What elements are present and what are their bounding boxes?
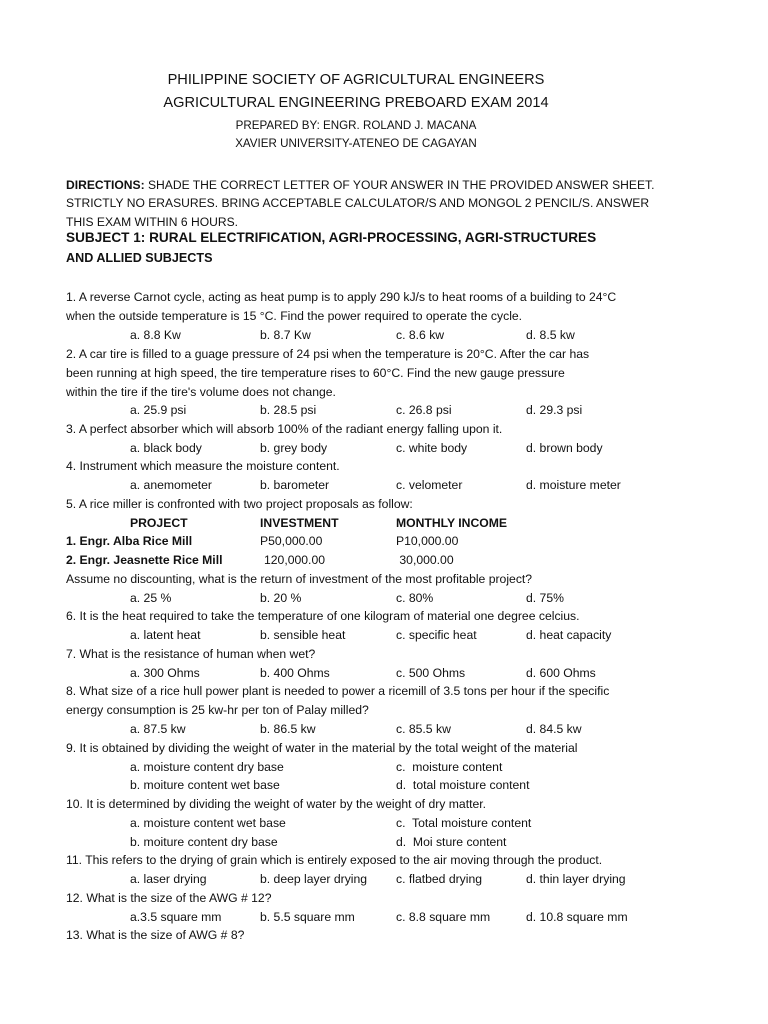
question-2-choice-a: a. 25.9 psi — [130, 403, 187, 417]
prepared-by: PREPARED BY: ENGR. ROLAND J. MACANA — [235, 119, 477, 132]
table-header-investment: INVESTMENT — [260, 516, 339, 530]
question-1-text-cont: when the outside temperature is 15 °C. Find the power required to operate the cycle. — [66, 309, 523, 323]
question-7-choice-b: b. 400 Ohms — [260, 666, 330, 680]
question-1-choice-b: b. 8.7 Kw — [260, 328, 311, 342]
question-6-choice-c: c. specific heat — [396, 628, 477, 642]
question-2-text-cont: been running at high speed, the tire temperature rises to 60°C. Find the new gauge pressure — [66, 366, 565, 380]
organization-title: PHILIPPINE SOCIETY OF AGRICULTURAL ENGINEERS — [167, 72, 545, 88]
question-12-choice-a: a.3.5 square mm — [130, 910, 222, 924]
question-9-choice-c: c. moisture content — [396, 760, 503, 774]
subject-heading-continued: AND ALLIED SUBJECTS — [66, 251, 213, 265]
question-10-choice-d: d. Moi sture content — [396, 835, 507, 849]
question-8-choice-d: d. 84.5 kw — [526, 722, 582, 736]
table-row-1-investment: P50,000.00 — [260, 534, 323, 548]
question-7-choice-c: c. 500 Ohms — [396, 666, 466, 680]
question-13-text: 13. What is the size of AWG # 8? — [66, 928, 245, 942]
question-5-choice-a: a. 25 % — [130, 591, 172, 605]
question-10-choice-c: c. Total moisture content — [396, 816, 532, 830]
table-row-2-investment: 120,000.00 — [264, 553, 325, 567]
question-11-choice-c: c. flatbed drying — [396, 872, 483, 886]
question-6-choice-d: d. heat capacity — [526, 628, 612, 642]
question-6-text: 6. It is the heat required to take the temperature of one kilogram of material one degree celcius. — [66, 609, 580, 623]
question-2-text: 2. A car tire is filled to a guage pressure of 24 psi when the temperature is 20°C. After the car has — [66, 347, 590, 361]
question-12-text: 12. What is the size of the AWG # 12? — [66, 891, 272, 905]
subject-heading: SUBJECT 1: RURAL ELECTRIFICATION, AGRI-PROCESSING, AGRI-STRUCTURES — [66, 230, 597, 245]
question-11-choice-a: a. laser drying — [130, 872, 207, 886]
question-10-choice-a: a. moisture content wet base — [130, 816, 286, 830]
question-9-choice-d: d. total moisture content — [396, 778, 530, 792]
table-row-2-income: 30,000.00 — [396, 553, 454, 567]
question-8-text-cont: energy consumption is 25 kw-hr per ton of Palay milled? — [66, 703, 369, 717]
question-10-choice-b: b. moiture content dry base — [130, 835, 278, 849]
question-5-text: 5. A rice miller is confronted with two project proposals as follow: — [66, 497, 413, 511]
directions-text: SHADE THE CORRECT LETTER OF YOUR ANSWER IN THE PROVIDED ANSWER SHEET. STRICTLY NO ERASURES. BRING ACCEPTABLE CALCULATOR/S AND MONGOL 2 PENCIL/S. ANSWER THIS EXAM WITHIN 6 HOURS. — [66, 178, 655, 229]
question-1-choice-d: d. 8.5 kw — [526, 328, 575, 342]
question-9-text: 9. It is obtained by dividing the weight of water in the material by the total weight of the material — [66, 741, 578, 755]
question-1-choice-a: a. 8.8 Kw — [130, 328, 181, 342]
question-4-text: 4. Instrument which measure the moisture content. — [66, 459, 340, 473]
question-4-choice-c: c. velometer — [396, 478, 463, 492]
question-9-choice-b: b. moiture content wet base — [130, 778, 280, 792]
question-2-text-cont2: within the tire if the tire's volume does not change. — [66, 385, 336, 399]
question-8-choice-b: b. 86.5 kw — [260, 722, 316, 736]
question-11-choice-d: d. thin layer drying — [526, 872, 626, 886]
question-10-text: 10. It is determined by dividing the weight of water by the weight of dry matter. — [66, 797, 487, 811]
question-4-choice-b: b. barometer — [260, 478, 330, 492]
question-2-choice-d: d. 29.3 psi — [526, 403, 583, 417]
directions — [66, 176, 656, 231]
question-9-choice-a: a. moisture content dry base — [130, 760, 284, 774]
question-3-choice-c: c. white body — [396, 441, 468, 455]
question-4-choice-a: a. anemometer — [130, 478, 212, 492]
question-8-choice-c: c. 85.5 kw — [396, 722, 451, 736]
question-12-choice-b: b. 5.5 square mm — [260, 910, 355, 924]
exam-title: AGRICULTURAL ENGINEERING PREBOARD EXAM 2014 — [163, 95, 549, 111]
school-name: XAVIER UNIVERSITY-ATENEO DE CAGAYAN — [235, 137, 477, 150]
table-header-project: PROJECT — [130, 516, 188, 530]
question-5-choice-d: d. 75% — [526, 591, 564, 605]
question-6-choice-b: b. sensible heat — [260, 628, 346, 642]
question-1-text: 1. A reverse Carnot cycle, acting as heat pump is to apply 290 kJ/s to heat rooms of a building to 24°C — [66, 290, 617, 304]
question-1-choice-c: c. 8.6 kw — [396, 328, 445, 342]
question-7-choice-d: d. 600 Ohms — [526, 666, 596, 680]
question-12-choice-c: c. 8.8 square mm — [396, 910, 491, 924]
table-row-1-income: P10,000.00 — [396, 534, 459, 548]
question-7-choice-a: a. 300 Ohms — [130, 666, 200, 680]
question-5-choice-c: c. 80% — [396, 591, 434, 605]
question-3-choice-a: a. black body — [130, 441, 202, 455]
table-row-2-project: 2. Engr. Jeasnette Rice Mill — [66, 553, 223, 567]
table-row-1-project: 1. Engr. Alba Rice Mill — [66, 534, 193, 548]
question-5-text-cont: Assume no discounting, what is the return of investment of the most profitable project? — [66, 572, 533, 586]
question-4-choice-d: d. moisture meter — [526, 478, 621, 492]
question-6-choice-a: a. latent heat — [130, 628, 201, 642]
question-11-choice-b: b. deep layer drying — [260, 872, 368, 886]
question-12-choice-d: d. 10.8 square mm — [526, 910, 628, 924]
directions-label: DIRECTIONS: — [66, 178, 145, 192]
question-2-choice-c: c. 26.8 psi — [396, 403, 452, 417]
question-3-text: 3. A perfect absorber which will absorb 100% of the radiant energy falling upon it. — [66, 422, 503, 436]
table-header-monthly-income: MONTHLY INCOME — [396, 516, 508, 530]
question-8-choice-a: a. 87.5 kw — [130, 722, 186, 736]
question-2-choice-b: b. 28.5 psi — [260, 403, 317, 417]
question-11-text: 11. This refers to the drying of grain which is entirely exposed to the air moving through the product. — [66, 853, 603, 867]
question-3-choice-b: b. grey body — [260, 441, 328, 455]
question-7-text: 7. What is the resistance of human when wet? — [66, 647, 316, 661]
question-8-text: 8. What size of a rice hull power plant is needed to power a ricemill of 3.5 tons per hour if the specific — [66, 684, 610, 698]
question-3-choice-d: d. brown body — [526, 441, 603, 455]
question-5-choice-b: b. 20 % — [260, 591, 302, 605]
